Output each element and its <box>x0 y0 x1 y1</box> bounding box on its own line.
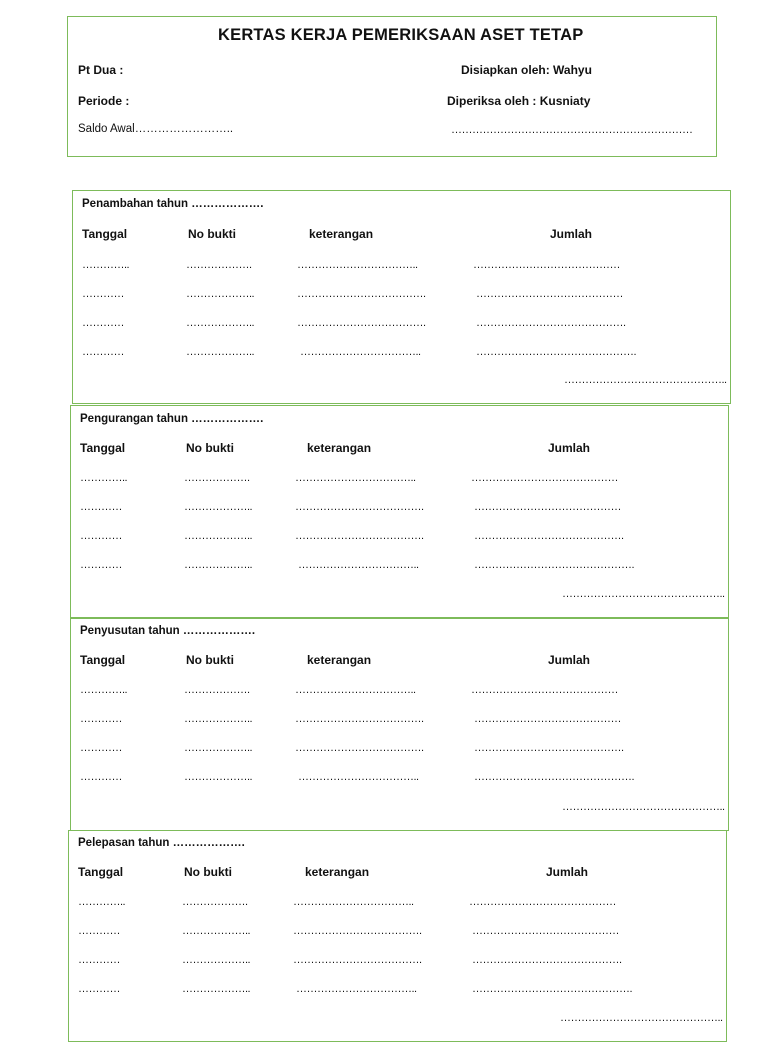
cell-tanggal: ………… <box>80 530 122 542</box>
section-penyusutan <box>70 618 729 831</box>
col-header-tanggal: Tanggal <box>82 227 128 241</box>
cell-nobukti: ……………….. <box>186 346 255 358</box>
cell-tanggal: ………… <box>82 346 124 358</box>
cell-keterangan: …………………………….. <box>295 472 416 484</box>
col-header-keterangan: keterangan <box>307 653 372 667</box>
saldo-awal-label: Saldo Awal…………………….. <box>78 123 234 135</box>
col-header-jumlah: Jumlah <box>546 865 589 879</box>
section-total-line: ……………………………………….. <box>564 374 727 386</box>
cell-keterangan: ………………………………. <box>297 288 426 300</box>
cell-tanggal: ………… <box>82 317 124 329</box>
cell-tanggal: ………… <box>80 771 122 783</box>
section-penambahan <box>72 190 731 404</box>
prepared-by: Disiapkan oleh: Wahyu <box>461 63 592 77</box>
cell-tanggal: ………… <box>78 983 120 995</box>
col-header-jumlah: Jumlah <box>550 227 593 241</box>
cell-jumlah: …………………………………… <box>476 288 623 300</box>
cell-nobukti: ……………….. <box>182 983 251 995</box>
col-header-tanggal: Tanggal <box>80 653 126 667</box>
page-title: KERTAS KERJA PEMERIKSAAN ASET TETAP <box>218 26 584 44</box>
periode-label: Periode : <box>78 94 130 108</box>
cell-tanggal: ………… <box>82 288 124 300</box>
section-total-line: ……………………………………….. <box>562 801 725 813</box>
cell-nobukti: ……………….. <box>182 954 251 966</box>
cell-tanggal: ………….. <box>80 684 128 696</box>
cell-tanggal: ………… <box>78 954 120 966</box>
reviewed-by: Diperiksa oleh : Kusniaty <box>447 94 591 108</box>
section-total-line: ……………………………………….. <box>560 1012 723 1024</box>
cell-jumlah: …………………………………… <box>469 896 616 908</box>
cell-tanggal: ………….. <box>82 259 130 271</box>
cell-jumlah: …………………………………… <box>474 501 621 513</box>
cell-keterangan: ………………………………. <box>295 713 424 725</box>
col-header-nobukti: No bukti <box>186 441 234 455</box>
section-total-line: ……………………………………….. <box>562 588 725 600</box>
cell-nobukti: ……………….. <box>184 501 253 513</box>
cell-keterangan: …………………………….. <box>298 771 419 783</box>
col-header-tanggal: Tanggal <box>78 865 124 879</box>
col-header-jumlah: Jumlah <box>548 653 591 667</box>
cell-jumlah: …………………………………… <box>471 472 618 484</box>
col-header-keterangan: keterangan <box>309 227 374 241</box>
cell-nobukti: ……………….. <box>184 742 253 754</box>
col-header-keterangan: keterangan <box>305 865 370 879</box>
cell-jumlah: ……………………………………. <box>474 530 624 542</box>
cell-keterangan: ………………………………. <box>295 501 424 513</box>
cell-jumlah: ………………………………………. <box>476 346 637 358</box>
cell-keterangan: ………………………………. <box>297 317 426 329</box>
section-title: Pelepasan tahun ………………. <box>78 837 245 849</box>
cell-keterangan: ………………………………. <box>295 530 424 542</box>
cell-jumlah: ………………………………………. <box>474 771 635 783</box>
cell-keterangan: …………………………….. <box>297 259 418 271</box>
cell-tanggal: ………….. <box>80 472 128 484</box>
cell-keterangan: ………………………………. <box>295 742 424 754</box>
cell-jumlah: …………………………………… <box>474 713 621 725</box>
col-header-nobukti: No bukti <box>184 865 232 879</box>
cell-nobukti: ……………….. <box>186 317 255 329</box>
section-title: Penambahan tahun ………………. <box>82 198 264 210</box>
cell-nobukti: ………………. <box>184 684 250 696</box>
cell-tanggal: ………… <box>80 742 122 754</box>
cell-nobukti: ………………. <box>182 896 248 908</box>
col-header-tanggal: Tanggal <box>80 441 126 455</box>
cell-keterangan: …………………………….. <box>300 346 421 358</box>
cell-jumlah: ……………………………………. <box>472 954 622 966</box>
cell-jumlah: …………………………………… <box>473 259 620 271</box>
section-pengurangan <box>70 405 729 618</box>
cell-keterangan: ………………………………. <box>293 925 422 937</box>
cell-keterangan: …………………………….. <box>293 896 414 908</box>
cell-nobukti: ……………….. <box>184 713 253 725</box>
cell-jumlah: ……………………………………. <box>476 317 626 329</box>
cell-jumlah: ……………………………………. <box>474 742 624 754</box>
cell-jumlah: ………………………………………. <box>472 983 633 995</box>
cell-nobukti: ……………….. <box>186 288 255 300</box>
cell-nobukti: ……………….. <box>184 559 253 571</box>
cell-nobukti: ………………. <box>184 472 250 484</box>
cell-jumlah: …………………………………… <box>471 684 618 696</box>
cell-keterangan: …………………………….. <box>295 684 416 696</box>
cell-tanggal: ………… <box>80 501 122 513</box>
cell-keterangan: …………………………….. <box>296 983 417 995</box>
col-header-nobukti: No bukti <box>186 653 234 667</box>
col-header-keterangan: keterangan <box>307 441 372 455</box>
cell-nobukti: ………………. <box>186 259 252 271</box>
cell-nobukti: ……………….. <box>182 925 251 937</box>
cell-tanggal: ………… <box>80 713 122 725</box>
cell-nobukti: ……………….. <box>184 530 253 542</box>
section-title: Penyusutan tahun ………………. <box>80 625 256 637</box>
col-header-jumlah: Jumlah <box>548 441 591 455</box>
col-header-nobukti: No bukti <box>188 227 236 241</box>
pt-label: Pt Dua : <box>78 63 124 77</box>
cell-nobukti: ……………….. <box>184 771 253 783</box>
cell-tanggal: ………… <box>78 925 120 937</box>
cell-tanggal: ………….. <box>78 896 126 908</box>
section-pelepasan <box>68 830 727 1042</box>
cell-keterangan: …………………………….. <box>298 559 419 571</box>
cell-jumlah: ………………………………………. <box>474 559 635 571</box>
section-title: Pengurangan tahun ………………. <box>80 413 264 425</box>
signature-line: …………………………………………………………… <box>451 124 693 136</box>
header-box <box>67 16 717 157</box>
cell-jumlah: …………………………………… <box>472 925 619 937</box>
cell-tanggal: ………… <box>80 559 122 571</box>
cell-keterangan: ………………………………. <box>293 954 422 966</box>
